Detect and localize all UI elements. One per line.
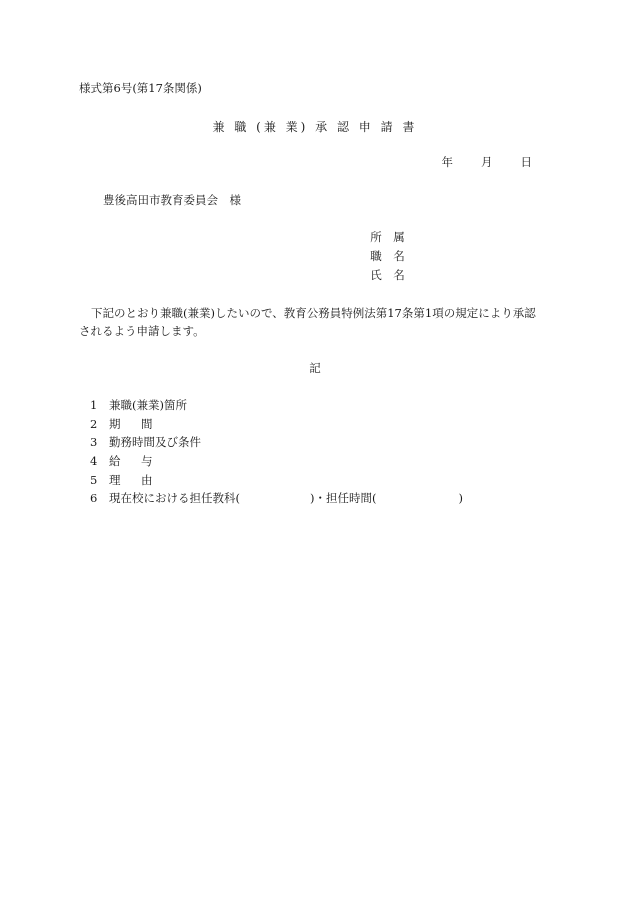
- item-label-part-c: ): [458, 491, 463, 505]
- list-item: [90, 472, 170, 488]
- body-text-line-2: されるよう申請します。: [79, 324, 205, 338]
- item-label-char-1: 理: [109, 473, 121, 487]
- list-item: [90, 397, 187, 413]
- date-line: [442, 154, 533, 170]
- item-label-part-a: 現在校における担任教科(: [109, 491, 240, 505]
- month-label: 月: [481, 155, 493, 169]
- item-number: 4: [90, 454, 98, 468]
- name-char-2: 名: [393, 268, 405, 282]
- list-item: [90, 453, 170, 469]
- item-number: 2: [90, 417, 98, 431]
- affiliation-char-1: 所: [370, 230, 382, 244]
- item-number: 3: [90, 435, 98, 449]
- list-item: [90, 416, 170, 432]
- body-text-line-1: 下記のとおり兼職(兼業)したいので、教育公務員特例法第17条第1項の規定により承認: [91, 306, 536, 320]
- name-char-1: 氏: [370, 268, 382, 282]
- item-label: 兼職(兼業)箇所: [109, 398, 187, 412]
- position-char-1: 職: [370, 249, 382, 263]
- item-label: 勤務時間及び条件: [109, 435, 201, 449]
- item-number: 5: [90, 473, 98, 487]
- position-char-2: 名: [393, 249, 405, 263]
- form-number: 様式第6号(第17条関係): [79, 81, 202, 95]
- document-title: 兼 職 (兼 業) 承 認 申 請 書: [212, 120, 418, 134]
- applicant-position-label: [370, 248, 405, 264]
- list-item: [90, 490, 463, 506]
- list-item: [90, 434, 201, 450]
- item-label-char-2: 由: [141, 473, 153, 487]
- item-label-part-b: )・担任時間(: [310, 491, 377, 505]
- item-number: 6: [90, 491, 98, 505]
- item-number: 1: [90, 398, 98, 412]
- item-label-char-1: 期: [109, 417, 121, 431]
- addressee: 豊後高田市教育委員会 様: [103, 193, 241, 207]
- year-label: 年: [441, 155, 453, 169]
- applicant-affiliation-label: [370, 229, 405, 245]
- item-label-char-2: 間: [141, 417, 153, 431]
- ki-heading: 記: [309, 361, 321, 375]
- applicant-name-label: [370, 267, 405, 283]
- item-label-char-1: 給: [109, 454, 121, 468]
- day-label: 日: [520, 155, 532, 169]
- item-label-char-2: 与: [141, 454, 153, 468]
- affiliation-char-2: 属: [393, 230, 405, 244]
